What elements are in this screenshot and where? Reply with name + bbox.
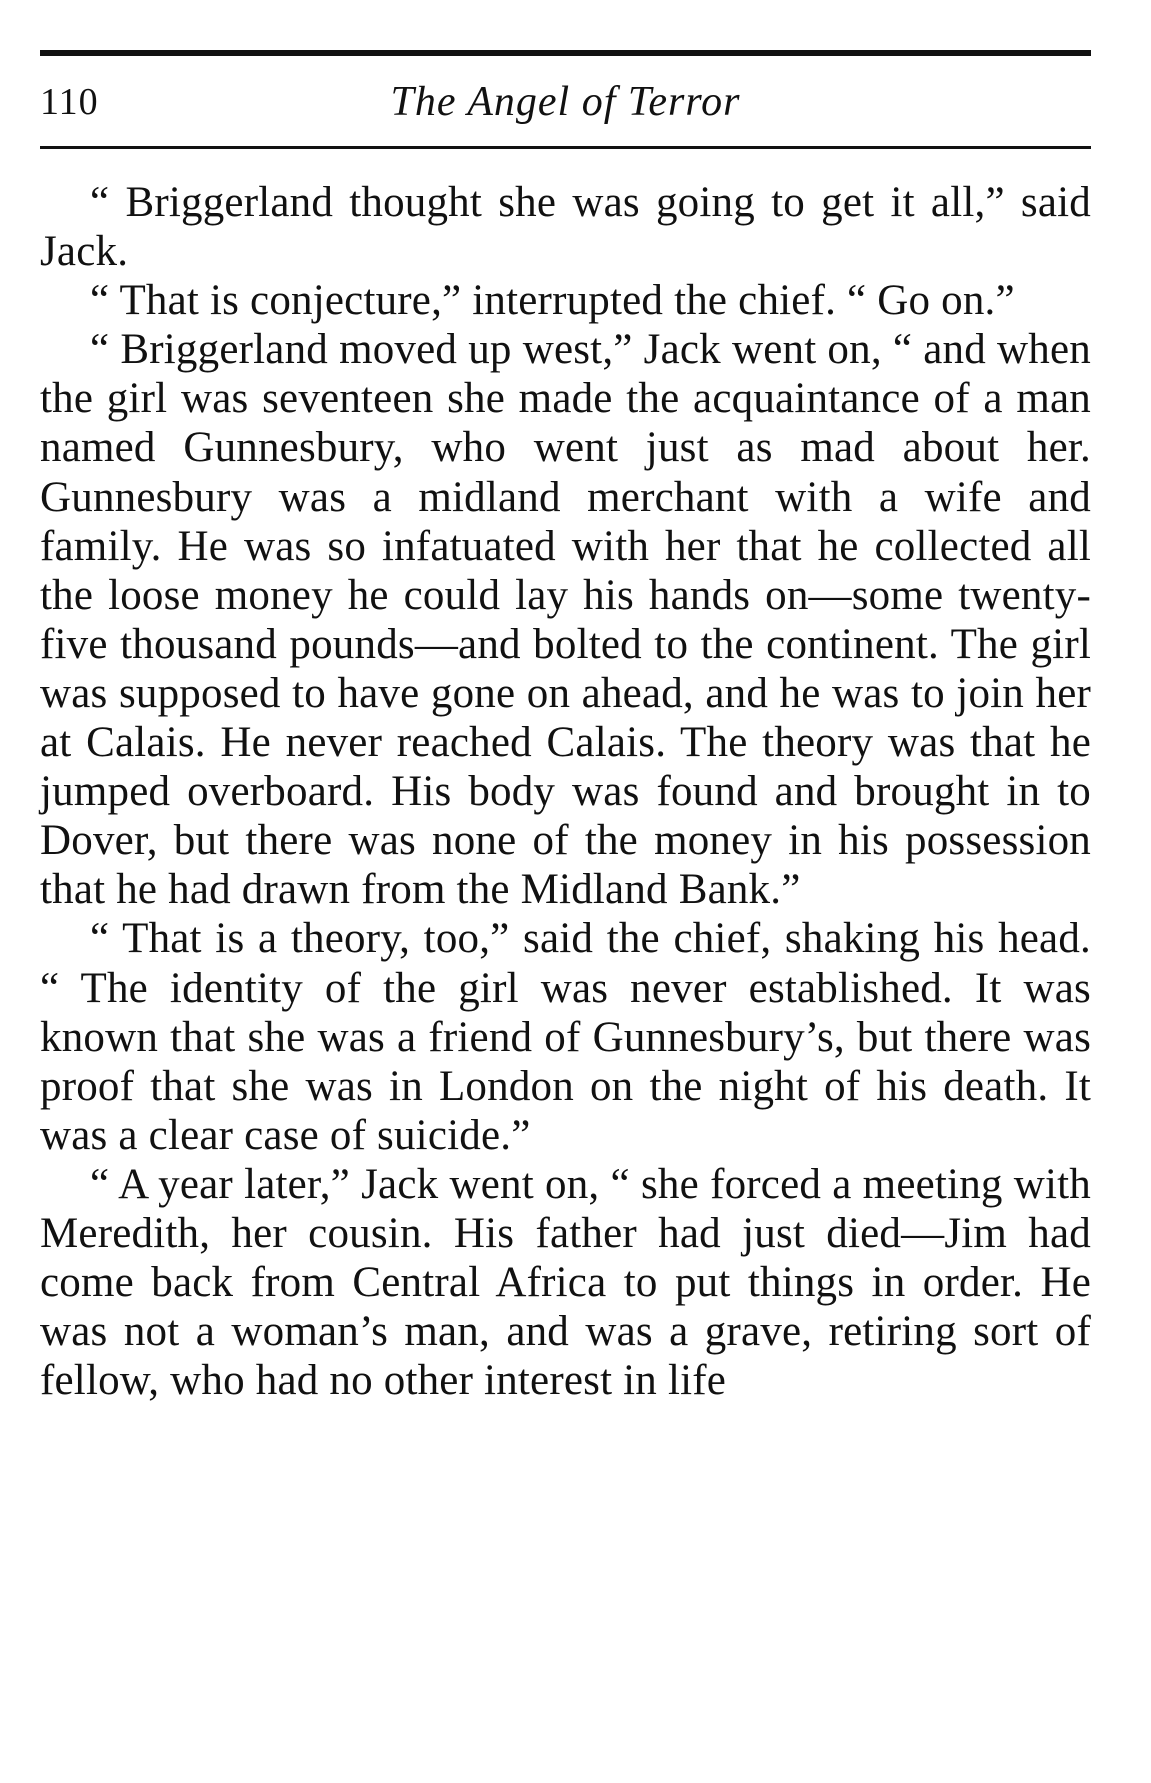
running-title: The Angel of Terror xyxy=(390,79,741,125)
paragraph: “ Briggerland moved up west,” Jack went on, “ and when the girl was seventeen she made the acquaintance of a man named Gunnesbury, who went just as mad about her. Gunnesbury was a midland merchant with a wife and family. He was so infatuated with her that he collected all the loose money he could lay his hands on—some twenty-five thousand pounds—and bolted to the continent. The girl was supposed to have gone on ahead, and he was to join her at Calais. He never reached Calais. The theory was that he jumped overboard. His body was found and brought in to Dover, but there was none of the money in his possession that he had drawn from the Midland Bank.” xyxy=(40,326,1091,914)
paragraph: “ Briggerland thought she was going to get it all,” said Jack. xyxy=(40,179,1091,276)
paragraph: “ A year later,” Jack went on, “ she forced a meeting with Meredith, her cousin. His father had just died—Jim had come back from Central Africa to put things in order. He was not a woman’s man, and was a grave, retiring sort of fellow, who had no other interest in life xyxy=(40,1160,1091,1405)
top-rule xyxy=(40,50,1091,56)
page-header xyxy=(40,74,1091,130)
paragraph: “ That is a theory, too,” said the chief, shaking his head. “ The identity of the girl was never established. It was known that she was a friend of Gunnesbury’s, but there was proof that she was in London on the night of his death. It was a clear case of suicide.” xyxy=(40,915,1091,1159)
header-rule xyxy=(40,146,1091,149)
page-number: 110 xyxy=(40,81,99,123)
paragraph: “ That is conjecture,” interrupted the chief. “ Go on.” xyxy=(90,277,1015,325)
page-body xyxy=(40,178,1091,1405)
